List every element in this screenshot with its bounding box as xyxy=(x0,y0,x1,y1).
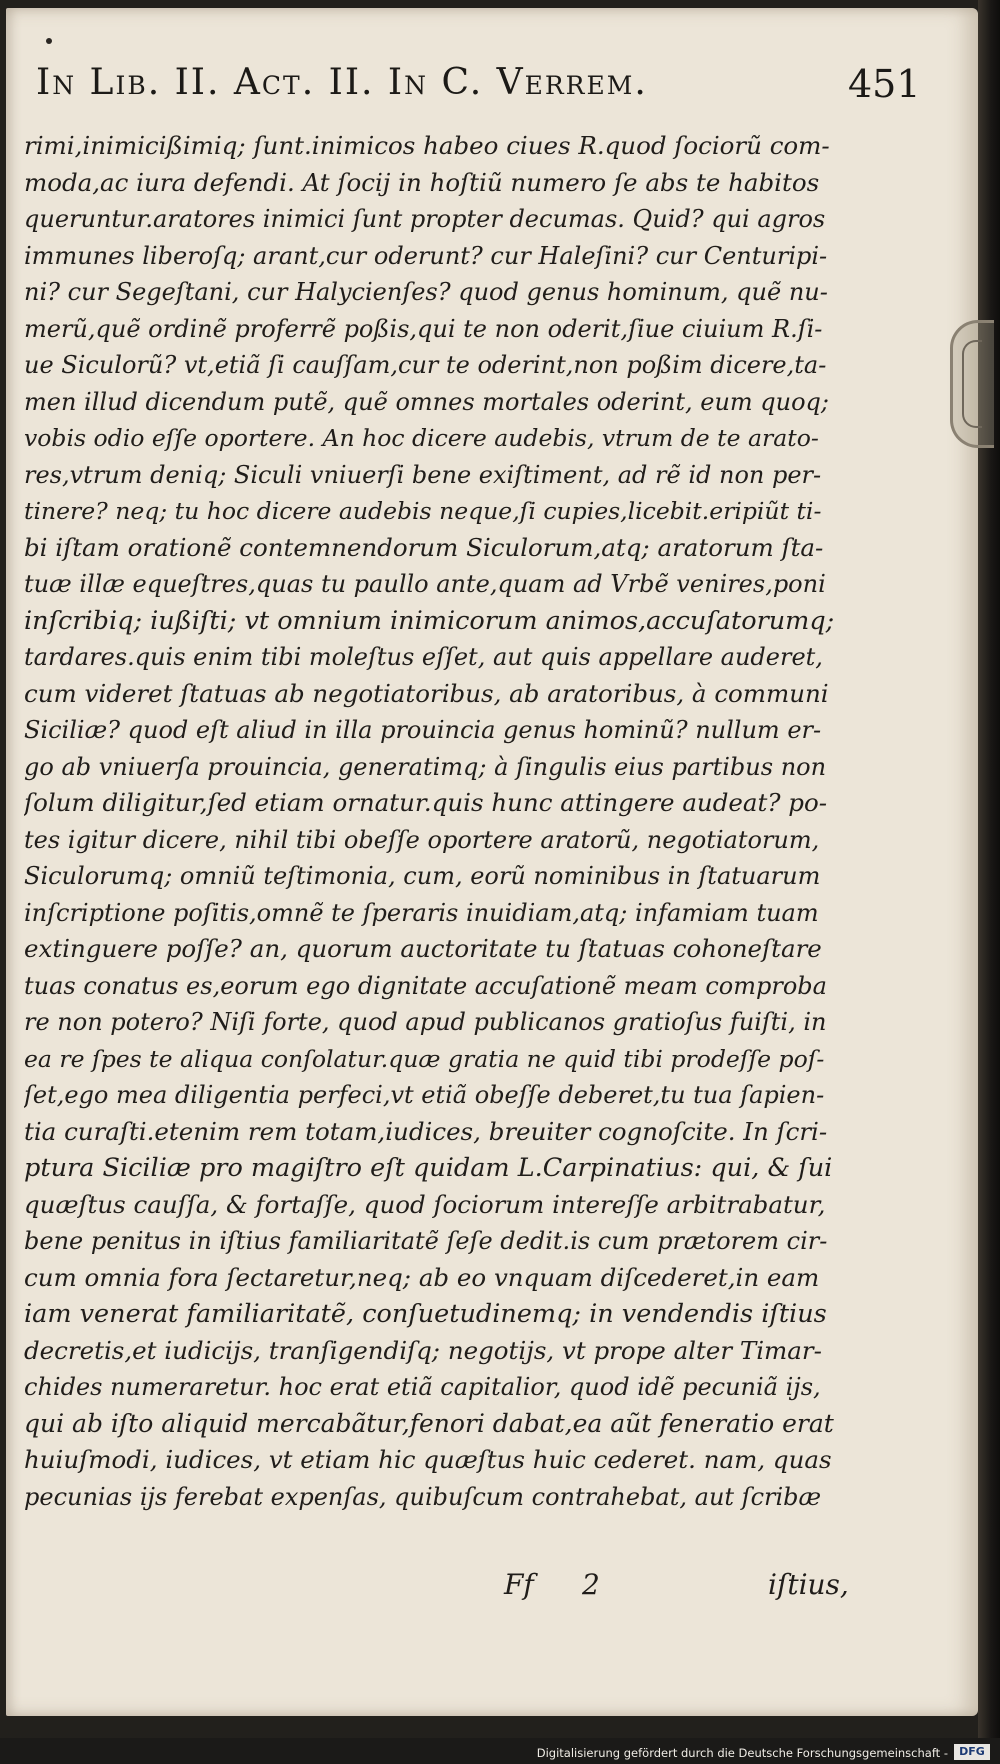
text-line: decretis,et iudicijs, tranſigendiſq; negotijs, vt prope alter Timar- xyxy=(24,1335,822,1365)
text-line: vobis odio eſſe oportere. An hoc dicere audebis, vtrum de te arato- xyxy=(24,424,819,452)
text-line: tes igitur dicere, nihil tibi obeſſe oportere aratorũ, negotiatorum, xyxy=(24,825,820,854)
catchword: iſtius, xyxy=(768,1568,849,1601)
text-line: men illud dicendum putẽ, quẽ omnes mortales oderint, eum quoq; xyxy=(24,387,830,416)
text-line: ea re ſpes te aliqua conſolatur.quæ gratia ne quid tibi prodeſſe poſ- xyxy=(24,1044,825,1073)
dfg-logo: DFG xyxy=(954,1744,990,1760)
ink-spot xyxy=(46,38,52,44)
text-line: merũ,quẽ ordinẽ proferrẽ poßis,qui te non oderit,ſiue ciuium R.ſi- xyxy=(24,314,823,343)
text-line: ptura Siciliæ pro magiſtro eſt quidam L.Carpinatius: qui, & ſui xyxy=(24,1153,833,1183)
text-line: go ab vniuerſa prouincia, generatimq; à ſingulis eius partibus non xyxy=(24,752,827,781)
text-line: ſolum diligitur,ſed etiam ornatur.quis hunc attingere audeat? po- xyxy=(24,788,827,817)
signature-number: 2 xyxy=(582,1568,600,1601)
text-line: ni? cur Segeſtani, cur Halycienſes? quod genus hominum, quẽ nu- xyxy=(24,278,828,306)
text-line: immunes liberoſq; arant,cur oderunt? cur Haleſini? cur Centuripi- xyxy=(24,241,828,270)
text-line: tardares.quis enim tibi moleſtus eſſet, aut quis appellare auderet, xyxy=(24,643,823,671)
text-line: chides numeraretur. hoc erat etiã capitalior, quod idẽ pecuniã ijs, xyxy=(24,1373,821,1401)
text-line: ue Siculorũ? vt,etiã ſi cauſſam,cur te oderint,non poßim dicere,ta- xyxy=(24,351,827,379)
page-clip-inner xyxy=(962,340,982,428)
text-line: tinere? neq; tu hoc dicere audebis neque,ſi cupies,licebit.eripiũt ti- xyxy=(24,497,822,525)
text-line: ſet,ego mea diligentia perfeci,vt etiã obeſſe deberet,tu tua ſapien- xyxy=(24,1081,825,1109)
text-line: moda,ac iura defendi. At ſocij in hoſtiũ numero ſe abs te habitos xyxy=(24,167,820,197)
text-line: inſcribiq; iußiſti; vt omnium inimicorum animos,accuſatorumq; xyxy=(24,605,834,636)
text-line: tuas conatus es,eorum ego dignitate accuſationẽ meam comproba xyxy=(24,971,827,1000)
text-line: quæſtus cauſſa, & fortaſſe, quod ſociorum intereſſe arbitrabatur, xyxy=(24,1189,826,1219)
text-line: queruntur.aratores inimici ſunt propter decumas. Quid? qui agros xyxy=(24,205,826,233)
text-line: cum videret ſtatuas ab negotiatoribus, ab aratoribus, à communi xyxy=(24,678,829,708)
text-line: res,vtrum deniq; Siculi vniuerſi bene exiſtiment, ad rẽ id non per- xyxy=(24,460,822,489)
text-line: iam venerat familiaritatẽ, conſuetudinemq; in vendendis iſtius xyxy=(24,1299,827,1329)
text-line: tuæ illæ equeſtres,quas tu paullo ante,quam ad Vrbẽ venires,poni xyxy=(24,570,826,598)
text-line: qui ab iſto aliquid mercabãtur,fenori dabat,ea aũt feneratio erat xyxy=(24,1408,834,1438)
page-number: 451 xyxy=(848,62,921,106)
signature-mark: Ff xyxy=(504,1568,534,1601)
book-edge xyxy=(978,0,1000,1764)
text-line: pecunias ijs ferebat expenſas, quibuſcum contrahebat, aut ſcribæ xyxy=(24,1482,822,1511)
text-line: extinguere poſſe? an, quorum auctoritate tu ſtatuas cohoneſtare xyxy=(24,934,822,963)
funding-note: Digitalisierung gefördert durch die Deutsche Forschungsgemeinschaft - xyxy=(536,1746,948,1760)
text-body xyxy=(24,128,834,1515)
text-line: cum omnia fora ſectaretur,neq; ab eo vnquam diſcederet,in eam xyxy=(24,1262,820,1292)
text-line: re non potero? Niſi forte, quod apud publicanos gratioſus fuiſti, in xyxy=(24,1008,827,1036)
text-line: Siculorumq; omniũ teſtimonia, cum, eorũ nominibus in ſtatuarum xyxy=(24,862,821,890)
text-line: inſcriptione poſitis,omnẽ te ſperaris inuidiam,atq; infamiam tuam xyxy=(24,898,819,927)
text-line: tia curaſti.etenim rem totam,iudices, breuiter cognoſcite. In ſcri- xyxy=(24,1116,828,1146)
text-line: huiuſmodi, iudices, vt etiam hic quæſtus huic cederet. nam, quas xyxy=(24,1445,832,1474)
running-head: In Lib. II. Act. II. In C. Verrem. xyxy=(36,62,648,103)
text-line: bi iſtam orationẽ contemnendorum Siculorum,atq; aratorum ſta- xyxy=(24,532,824,562)
text-line: rimi,inimicißimiq; ſunt.inimicos habeo ciues R.quod ſociorũ com- xyxy=(24,131,830,160)
text-line: Siciliæ? quod eſt aliud in illa prouincia genus hominũ? nullum er- xyxy=(24,716,822,744)
text-line: bene penitus in iſtius familiaritatẽ ſeſe dedit.is cum prætorem cir- xyxy=(24,1227,828,1255)
